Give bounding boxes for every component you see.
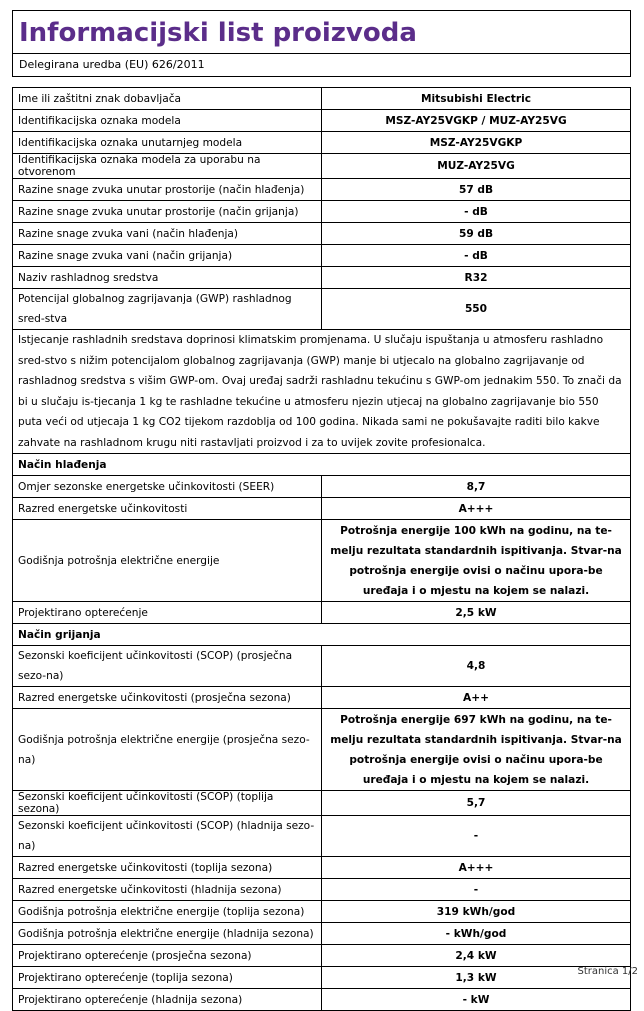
table-row — [13, 110, 631, 132]
row-value: 57 dB — [322, 179, 631, 201]
row-value: 59 dB — [322, 223, 631, 245]
row-label: Razred energetske učinkovitosti (toplija sezona) — [13, 857, 322, 879]
row-value: A+++ — [322, 857, 631, 879]
row-value: - kW — [322, 989, 631, 1011]
table-row — [13, 476, 631, 498]
row-label: Godišnja potrošnja električne energije — [13, 520, 322, 602]
row-value: - dB — [322, 245, 631, 267]
table-row — [13, 709, 631, 791]
row-value: R32 — [322, 267, 631, 289]
row-label: Identifikacijska oznaka modela — [13, 110, 322, 132]
table-row — [13, 646, 631, 687]
row-value: - — [322, 816, 631, 857]
row-label: Naziv rashladnog sredstva — [13, 267, 322, 289]
row-label: Razred energetske učinkovitosti — [13, 498, 322, 520]
table-row — [13, 267, 631, 289]
row-label: Identifikacijska oznaka modela za uporabu na otvorenom — [13, 154, 322, 179]
table-row — [13, 857, 631, 879]
table-row — [13, 989, 631, 1011]
table-row — [13, 289, 631, 330]
row-value: - — [322, 879, 631, 901]
table-row — [13, 602, 631, 624]
page-number: Stranica 1/2 — [577, 966, 638, 977]
table-row — [13, 791, 631, 816]
row-label: Ime ili zaštitni znak dobavljača — [13, 88, 322, 110]
table-row — [13, 498, 631, 520]
row-label: Projektirano opterećenje (hladnija sezona) — [13, 989, 322, 1011]
row-label: Godišnja potrošnja električne energije (toplija sezona) — [13, 901, 322, 923]
row-value: 4,8 — [322, 646, 631, 687]
header-box — [12, 10, 631, 77]
row-label: Sezonski koeficijent učinkovitosti (SCOP) (toplija sezona) — [13, 791, 322, 816]
row-label: Omjer sezonske energetske učinkovitosti (SEER) — [13, 476, 322, 498]
table-row — [13, 88, 631, 110]
row-value: MSZ-AY25VGKP / MUZ-AY25VG — [322, 110, 631, 132]
row-label: Razine snage zvuka unutar prostorije (način hlađenja) — [13, 179, 322, 201]
table-row — [13, 687, 631, 709]
table-row — [13, 816, 631, 857]
table-row — [13, 201, 631, 223]
table-row — [13, 901, 631, 923]
product-data-table — [12, 87, 631, 1011]
row-value: 8,7 — [322, 476, 631, 498]
table-row — [13, 154, 631, 179]
row-label: Godišnja potrošnja električne energije (hladnija sezona) — [13, 923, 322, 945]
cooling-mode-heading: Način hlađenja — [13, 454, 631, 476]
regulation-reference: Delegirana uredba (EU) 626/2011 — [19, 58, 205, 71]
row-value: - dB — [322, 201, 631, 223]
row-value: MUZ-AY25VG — [322, 154, 631, 179]
table-row — [13, 879, 631, 901]
row-label: Sezonski koeficijent učinkovitosti (SCOP) (prosječna sezo-na) — [13, 646, 322, 687]
product-information-sheet — [12, 10, 631, 1011]
row-value: 319 kWh/god — [322, 901, 631, 923]
table-row — [13, 132, 631, 154]
row-label: Projektirano opterećenje (toplija sezona) — [13, 967, 322, 989]
table-row — [13, 520, 631, 602]
row-label: Razine snage zvuka unutar prostorije (način grijanja) — [13, 201, 322, 223]
table-row — [13, 967, 631, 989]
row-label: Sezonski koeficijent učinkovitosti (SCOP) (hladnija sezo-na) — [13, 816, 322, 857]
row-label: Razred energetske učinkovitosti (hladnija sezona) — [13, 879, 322, 901]
section-header-row — [13, 454, 631, 476]
row-value: Mitsubishi Electric — [322, 88, 631, 110]
row-value: - kWh/god — [322, 923, 631, 945]
section-header-row — [13, 624, 631, 646]
row-label: Projektirano opterećenje — [13, 602, 322, 624]
row-label: Razine snage zvuka vani (način hlađenja) — [13, 223, 322, 245]
row-value: A++ — [322, 687, 631, 709]
heating-mode-heading: Način grijanja — [13, 624, 631, 646]
row-value: 2,4 kW — [322, 945, 631, 967]
table-row — [13, 179, 631, 201]
row-value: 2,5 kW — [322, 602, 631, 624]
row-label: Razred energetske učinkovitosti (prosječna sezona) — [13, 687, 322, 709]
row-label: Identifikacijska oznaka unutarnjeg modela — [13, 132, 322, 154]
row-value: A+++ — [322, 498, 631, 520]
row-label: Godišnja potrošnja električne energije (prosječna sezo-na) — [13, 709, 322, 791]
table-row — [13, 223, 631, 245]
row-value: Potrošnja energije 697 kWh na godinu, na te-melju rezultata standardnih ispitivanja. Stvar-na potrošnja energije ovisi o načinu upora-be uređaja i o mjestu na kojem se nalazi. — [322, 709, 631, 791]
row-label: Potencijal globalnog zagrijavanja (GWP) rashladnog sred-stva — [13, 289, 322, 330]
row-value: Potrošnja energije 100 kWh na godinu, na te-melju rezultata standardnih ispitivanja. Stvar-na potrošnja energije ovisi o načinu upora-be uređaja i o mjestu na kojem se nalazi. — [322, 520, 631, 602]
table-row — [13, 923, 631, 945]
row-value: 550 — [322, 289, 631, 330]
row-value: 5,7 — [322, 791, 631, 816]
row-value: 1,3 kW — [322, 967, 631, 989]
row-label: Razine snage zvuka vani (način grijanja) — [13, 245, 322, 267]
refrigerant-note: Istjecanje rashladnih sredstava doprinosi klimatskim promjenama. U slučaju ispuštanja u atmosferu rashladno sred-stvo s nižim potencijalom globalnog zagrijavanja (GWP) manje bi utjecalo na globalno zagrijavanje od rashladnog sredstva s višim GWP-om. Ovaj uređaj sadrži rashladnu tekućinu s GWP-om jednakim 550. To znači da bi u slučaju is-tjecanja 1 kg te rashladne tekućine u atmosferu njezin utjecaj na globalno zagrijavanje bio 550 puta veći od utjecaja 1 kg CO2 tijekom razdoblja od 100 godina. Nikada sami ne pokušavajte raditi bilo kakve zahvate na rashladnom krugu niti rastavljati proizvod i za to uvijek zovite profesionalca. — [13, 330, 631, 454]
table-row — [13, 245, 631, 267]
refrigerant-note-row — [13, 330, 631, 454]
row-label: Projektirano opterećenje (prosječna sezona) — [13, 945, 322, 967]
page-title: Informacijski list proizvoda — [13, 11, 630, 54]
table-row — [13, 945, 631, 967]
row-value: MSZ-AY25VGKP — [322, 132, 631, 154]
